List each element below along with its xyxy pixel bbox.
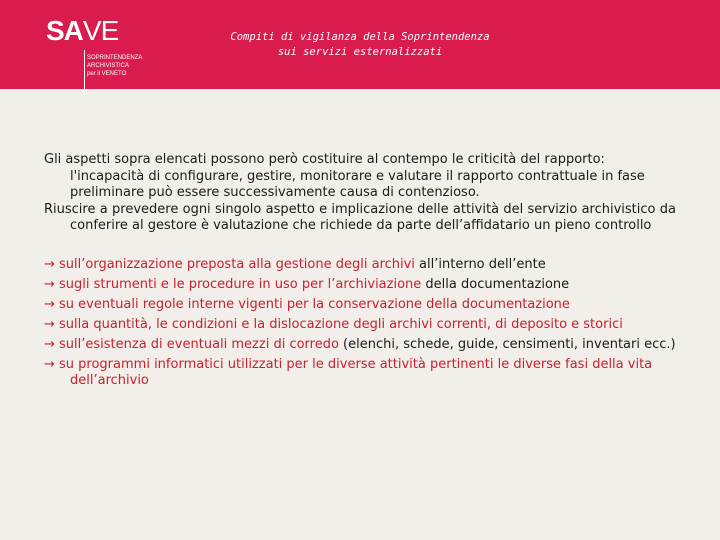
list-item-highlight: → su programmi informatici utilizzati per le diverse attività pertinenti le diverse fasi della vita dell’archivio xyxy=(44,356,653,388)
list-item xyxy=(44,297,676,314)
logo-sub-line-3: per il VENETO xyxy=(87,71,127,77)
list-item-highlight: → sull’organizzazione preposta alla gestione degli archivi xyxy=(44,256,415,272)
list-item-rest: all’interno dell’ente xyxy=(414,256,546,272)
list-item-rest: (elenchi, schede, guide, censimenti, inventari ecc.) xyxy=(338,336,676,352)
logo-wordmark xyxy=(46,16,118,46)
list-item-highlight: → sugli strumenti e le procedure in uso per l’archiviazione xyxy=(44,276,422,292)
list-item xyxy=(44,337,676,354)
list-item xyxy=(44,317,676,334)
slide-title-line-1: Compiti di vigilanza della Soprintendenza xyxy=(230,31,490,43)
logo-sub-line-2: ARCHIVISTICA xyxy=(87,63,130,69)
list-item xyxy=(44,357,676,390)
logo-subtitle xyxy=(87,54,142,78)
list-item-highlight: → sulla quantità, le condizioni e la dislocazione degli archivi correnti, di deposito e storici xyxy=(44,316,623,332)
list-item-highlight: → sull’esistenza di eventuali mezzi di corredo xyxy=(44,336,339,352)
body-paragraph-2: Riuscire a prevedere ogni singolo aspetto e implicazione delle attività del servizio archivistico da conferire al gestore è valutazione che richiede da parte dell’affidatario un pieno controllo xyxy=(44,201,676,233)
slide-body xyxy=(44,152,676,393)
list-item-rest: della documentazione xyxy=(421,276,570,292)
list-item xyxy=(44,277,676,294)
save-logo xyxy=(46,15,143,77)
body-paragraph-1: Gli aspetti sopra elencati possono però costituire al contempo le criticità del rapporto: l'incapacità di configurare, gestire, monitorare e valutare il rapporto contrattuale in fase preliminare può essere successivamente causa di contenzioso. xyxy=(44,152,645,200)
logo-sa: SA xyxy=(46,15,83,46)
logo-sub-line-1: SOPRINTENDENZA xyxy=(87,55,143,61)
header-banner xyxy=(0,0,720,89)
oversight-list xyxy=(44,257,676,390)
list-item-highlight: → su eventuali regole interne vigenti per la conservazione della documentazione xyxy=(44,296,570,312)
slide-title xyxy=(200,30,520,60)
logo-ve: VE xyxy=(82,15,119,46)
list-item xyxy=(44,257,676,274)
logo-divider xyxy=(84,50,85,94)
slide-title-line-2: sui servizi esternalizzati xyxy=(277,46,443,58)
